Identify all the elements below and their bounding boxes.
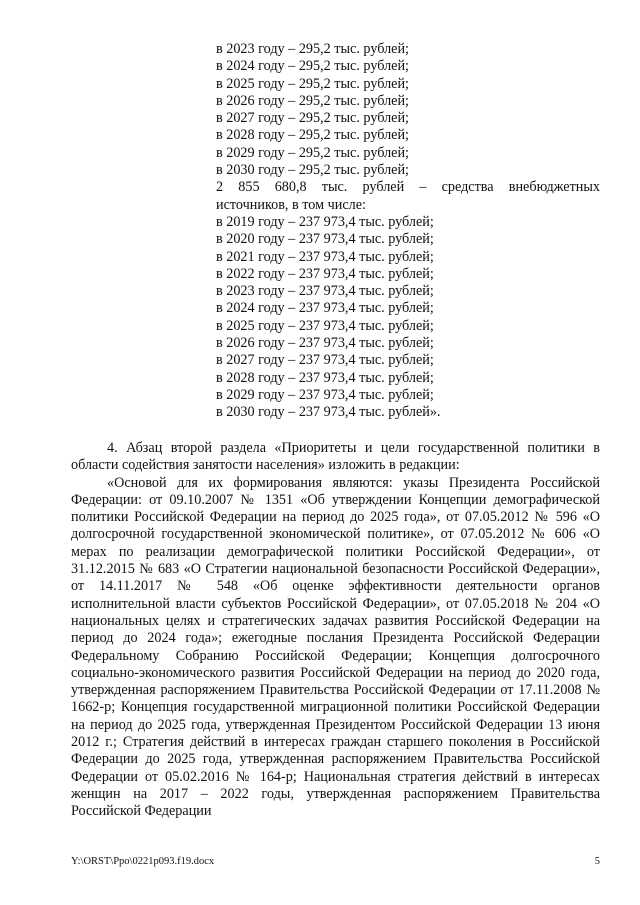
funding-line: в 2026 году – 295,2 тыс. рублей; <box>216 92 409 109</box>
funding-line: в 2020 году – 237 973,4 тыс. рублей; <box>216 231 434 248</box>
funding-line: в 2021 году – 237 973,4 тыс. рублей; <box>216 248 434 265</box>
funding-list-b <box>216 214 600 422</box>
extrabudget-line-1: 2 855 680,8 тыс. рублей – средства внебюджетных <box>216 179 600 196</box>
funding-line: в 2025 году – 237 973,4 тыс. рублей; <box>216 317 434 334</box>
funding-line: в 2024 году – 237 973,4 тыс. рублей; <box>216 300 434 317</box>
extrabudget-line-2: источников, в том числе: <box>216 196 366 213</box>
funding-list <box>216 41 600 422</box>
funding-line: в 2029 году – 295,2 тыс. рублей; <box>216 144 409 161</box>
funding-line: в 2019 году – 237 973,4 тыс. рублей; <box>216 213 434 230</box>
funding-line: в 2025 году – 295,2 тыс. рублей; <box>216 75 409 92</box>
funding-line: в 2028 году – 295,2 тыс. рублей; <box>216 127 409 144</box>
funding-line: в 2023 году – 295,2 тыс. рублей; <box>216 41 409 57</box>
footer-file-path: Y:\ORST\Ppo\0221p093.f19.docx <box>71 856 215 867</box>
funding-line: в 2028 году – 237 973,4 тыс. рублей; <box>216 369 434 386</box>
funding-line: в 2029 году – 237 973,4 тыс. рублей; <box>216 386 434 403</box>
funding-list-a <box>216 41 600 179</box>
funding-line: в 2027 году – 295,2 тыс. рублей; <box>216 110 409 127</box>
paragraph-4: 4. Абзац второй раздела «Приоритеты и цели государственной политики в области содействия занятости населения» изложить в редакции: <box>71 440 600 474</box>
document-body <box>71 440 600 821</box>
funding-line: в 2022 году – 237 973,4 тыс. рублей; <box>216 265 434 282</box>
funding-line: в 2030 году – 295,2 тыс. рублей; <box>216 162 409 179</box>
funding-line: в 2024 году – 295,2 тыс. рублей; <box>216 58 409 75</box>
funding-line: в 2023 году – 237 973,4 тыс. рублей; <box>216 283 434 300</box>
page-number: 5 <box>594 856 600 867</box>
funding-line: в 2030 году – 237 973,4 тыс. рублей». <box>216 404 441 421</box>
paragraph-quote: «Основой для их формирования являются: указы Президента Российской Федерации: от 09.10.2007 № 1351 «Об утверждении Концепции демографической политики Российской Федерации на период до 2025 года», от 07.05.2012 № 596 «О долгосрочной государственной экономической политике», от 07.05.2012 № 606 «О мерах по реализации демографической политики Российской Федерации», от 31.12.2015 № 683 «О Стратегии национальной безопасности Российской Федерации», от 14.11.2017 № 548 «Об оценке эффективности деятельности органов исполнительной власти субъектов Российской Федерации», от 07.05.2018 № 204 «О национальных целях и стратегических задачах развития Российской Федерации на период до 2024 года»; ежегодные послания Президента Российской Федерации Федеральному Собранию Российской Федерации; Концепция долгосрочного социально-экономического развития Российской Федерации на период до 2020 года, утвержденная распоряжением Правительства Российской Федерации от 17.11.2008 № 1662-р; Концепция государственной миграционной политики Российской Федерации на период до 2025 года, утвержденная Президентом Российской Федерации 13 июня 2012 г.; Стратегия действий в интересах граждан старшего поколения в Российской Федерации до 2025 года, утвержденная распоряжением Правительства Российской Федерации от 05.02.2016 № 164-р; Национальная стратегия действий в интересах женщин на 2017 – 2022 годы, утвержденная распоряжением Правительства Российской Федерации <box>71 474 600 820</box>
funding-line: в 2027 году – 237 973,4 тыс. рублей; <box>216 352 434 369</box>
funding-line: в 2026 году – 237 973,4 тыс. рублей; <box>216 335 434 352</box>
